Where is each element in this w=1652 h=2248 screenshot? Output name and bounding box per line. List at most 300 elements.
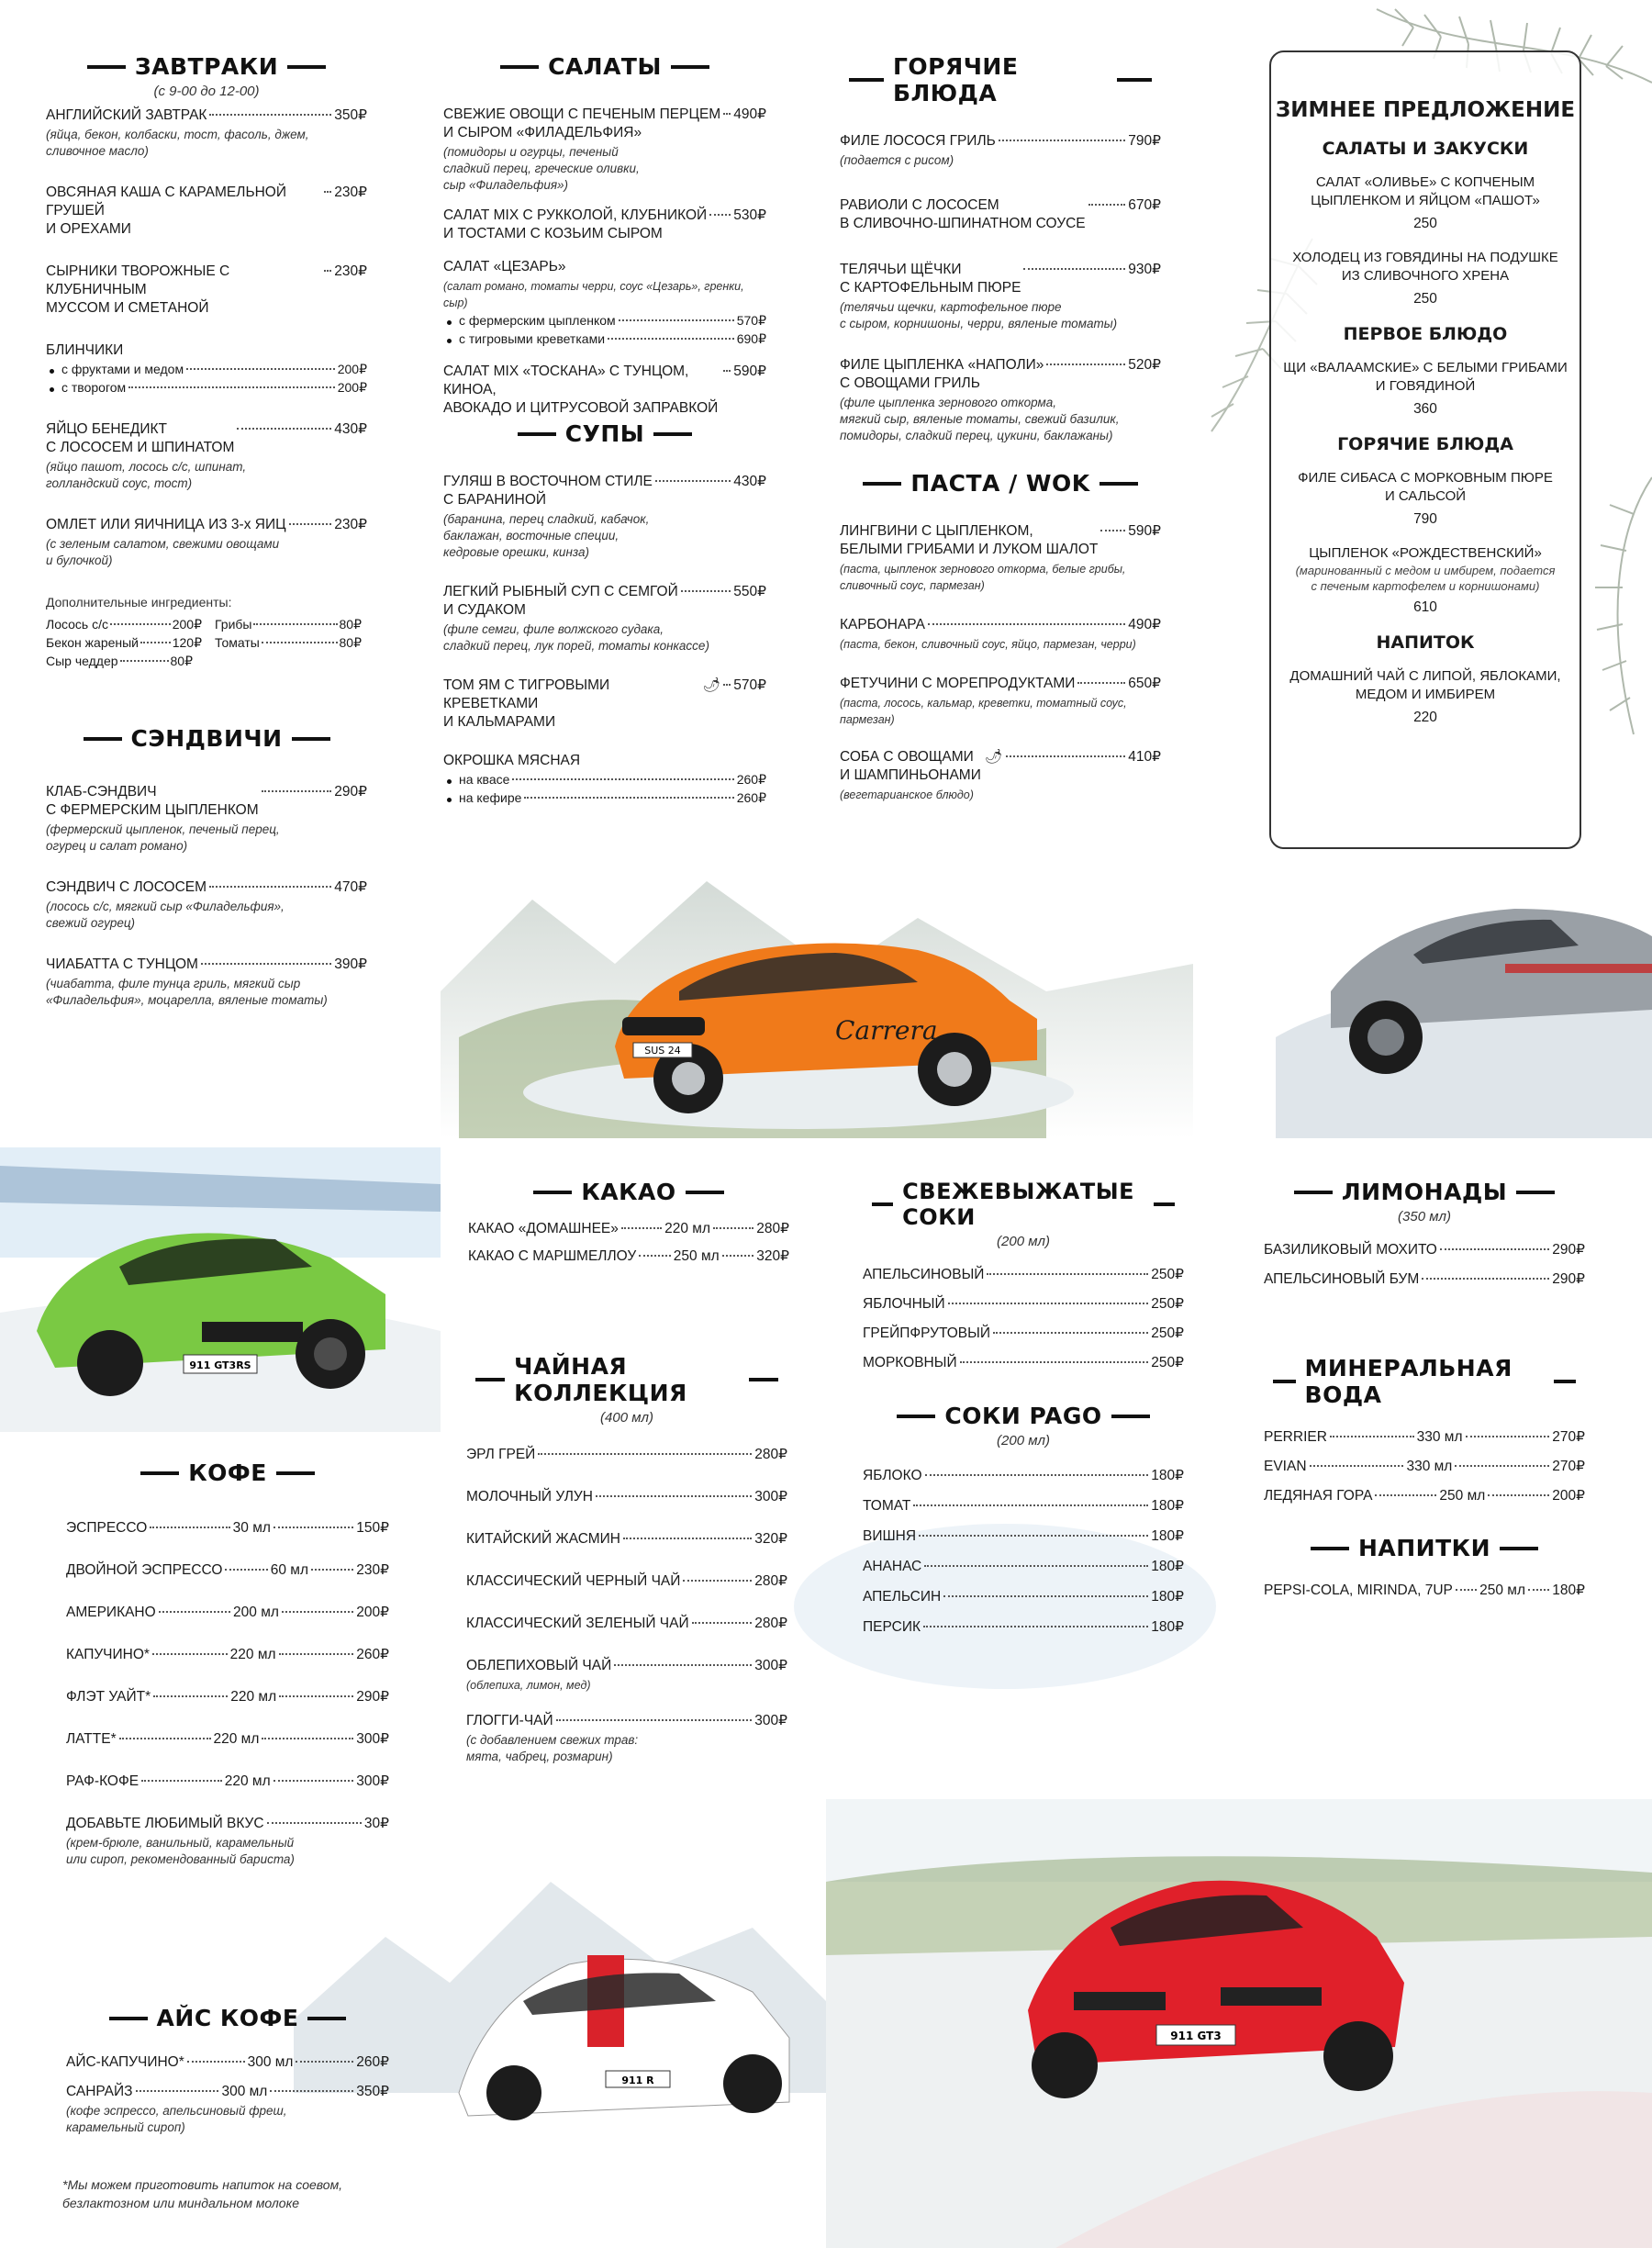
menu-item [863, 1295, 1184, 1314]
item-name: ЛИНГВИНИ С ЦЫПЛЕНКОМ, БЕЛЫМИ ГРИБАМИ И ЛУКОМ ШАЛОТ [840, 523, 1099, 557]
option-name: на квасе [459, 772, 510, 787]
option-name: с фруктами и медом [61, 362, 184, 376]
menu-item [443, 583, 766, 654]
menu-item [46, 516, 367, 569]
carrera-script: Carrera [835, 1015, 938, 1046]
salads-title: САЛАТЫ [443, 53, 766, 80]
item-name: САЛАТ «ЦЕЗАРЬ» [443, 259, 566, 274]
item-name: САЛАТ MIX С РУККОЛОЙ, КЛУБНИКОЙ И ТОСТАМИ С КОЗЬИМ СЫРОМ [443, 207, 708, 241]
item-volume: 30 мл [232, 1520, 271, 1536]
breakfast-title: ЗАВТРАКИ [46, 53, 367, 80]
item-volume: 60 мл [270, 1562, 308, 1578]
menu-item [863, 1588, 1184, 1606]
item-volume: 300 мл [221, 2084, 268, 2099]
item-price: 30 ₽ [364, 1815, 389, 1833]
winter-item-name: ДОМАШНИЙ ЧАЙ С ЛИПОЙ, ЯБЛОКАМИ, МЕДОМ И ИМБИРЕМ [1289, 668, 1561, 702]
item-price: 930 ₽ [1128, 261, 1161, 279]
extra-name: Сыр чеддер [46, 654, 118, 668]
item-volume: 220 мл [229, 1647, 276, 1662]
extra-price: 200 ₽ [173, 615, 202, 633]
pago-section [863, 1403, 1184, 1661]
winter-item-price: 220 [1413, 710, 1437, 725]
menu-item [840, 522, 1161, 594]
menu-item [840, 196, 1161, 233]
milk-footnote: *Мы можем приготовить напиток на соевом, безлактозном или миндальном молоке [62, 2177, 343, 2210]
item-price: 430 ₽ [733, 473, 766, 491]
water-title: МИНЕРАЛЬНАЯ ВОДА [1264, 1355, 1585, 1408]
item-volume: 250 мл [1439, 1488, 1486, 1504]
menu-item [66, 1561, 389, 1580]
item-name: PEPSI-COLA, MIRINDA, 7UP [1264, 1583, 1453, 1598]
item-price: 200 ₽ [1552, 1487, 1585, 1505]
extra-name: Бекон жареный [46, 635, 140, 650]
item-volume: 220 мл [224, 1773, 271, 1789]
red-car-badge: 911 GT3 [1170, 2030, 1222, 2042]
item-desc: (баранина, перец сладкий, кабачок, баклажан, восточные специи, кедровые орешки, кинза) [443, 512, 650, 559]
item-price: 790 ₽ [1128, 132, 1161, 151]
item-name: ЯЙЦО БЕНЕДИКТ С ЛОСОСЕМ И ШПИНАТОМ [46, 421, 235, 455]
pasta-title: ПАСТА / WOK [840, 470, 1161, 497]
menu-item [46, 878, 367, 932]
item-name: EVIAN [1264, 1459, 1307, 1474]
menu-item [840, 675, 1161, 728]
chili-icon: 🌶 [702, 677, 721, 693]
item-desc: (крем-брюле, ванильный, карамельный или сироп, рекомендованный бариста) [66, 1836, 295, 1866]
item-desc: (паста, бекон, сливочный соус, яйцо, пармезан, черри) [840, 638, 1136, 651]
item-name: АНГЛИЙСКИЙ ЗАВТРАК [46, 107, 207, 123]
item-name: КАКАО «ДОМАШНЕЕ» [468, 1221, 619, 1236]
extra-name: Томаты [215, 635, 260, 650]
extra-price: 120 ₽ [173, 633, 202, 652]
item-name: САЛАТ MIX «ТОСКАНА» С ТУНЦОМ, КИНОА, АВОКАДО И ЦИТРУСОВОЙ ЗАПРАВКОЙ [443, 363, 719, 416]
item-name: ДОБАВЬТЕ ЛЮБИМЫЙ ВКУС [66, 1816, 264, 1831]
soups-section [443, 420, 766, 831]
green-gt3rs-illustration [0, 1129, 441, 1432]
menu-item [66, 2053, 389, 2072]
option-price: 260 ₽ [737, 770, 766, 788]
sandwiches-title: СЭНДВИЧИ [46, 725, 367, 752]
lemonades-section [1264, 1179, 1585, 1313]
menu-item [46, 956, 367, 1009]
item-desc: (телячьи щечки, картофельное пюре с сыром, корнишоны, черри, вяленые томаты) [840, 300, 1118, 330]
option-price: 570 ₽ [737, 311, 766, 330]
menu-item [840, 356, 1161, 444]
tea-title: ЧАЙНАЯ КОЛЛЕКЦИЯ [466, 1353, 787, 1406]
menu-item [863, 1558, 1184, 1576]
item-volume: 330 мл [1416, 1429, 1463, 1445]
pasta-section [840, 470, 1161, 827]
menu-item [1264, 1582, 1585, 1600]
winter-item-price: 250 [1413, 291, 1437, 307]
tea-section [466, 1353, 787, 1789]
extra-price: 80 ₽ [171, 652, 194, 670]
item-price: 430 ₽ [334, 420, 367, 439]
extra-price: 80 ₽ [340, 615, 363, 633]
item-price: 300 ₽ [754, 1657, 787, 1675]
item-price: 180 ₽ [1151, 1497, 1184, 1515]
item-name: ФЕТУЧИНИ С МОРЕПРОДУКТАМИ [840, 676, 1076, 691]
item-name: СОБА С ОВОЩАМИ И ШАМПИНЬОНАМИ [840, 749, 981, 783]
item-price: 300 ₽ [356, 1773, 389, 1791]
menu-item [66, 1688, 389, 1706]
item-name: АМЕРИКАНО [66, 1605, 156, 1620]
item-name: ВИШНЯ [863, 1528, 917, 1544]
item-name: PERRIER [1264, 1429, 1327, 1445]
extras-block [46, 593, 367, 670]
menu-item-caesar [443, 258, 766, 348]
item-price: 280 ₽ [754, 1572, 787, 1591]
item-name: АЙС-КАПУЧИНО* [66, 2054, 184, 2070]
menu-item [863, 1325, 1184, 1343]
item-name: ФИЛЕ ЦЫПЛЕНКА «НАПОЛИ» С ОВОЩАМИ ГРИЛЬ [840, 357, 1044, 391]
item-price: 550 ₽ [733, 583, 766, 601]
menu-item-pancakes [46, 341, 367, 397]
item-desc: (помидоры и огурцы, печеный сладкий перец, греческие оливки, сыр «Филадельфия») [443, 145, 640, 192]
item-price: 250 ₽ [1151, 1354, 1184, 1372]
extra-name: Лосось с/с [46, 617, 108, 632]
menu-item [466, 1657, 787, 1694]
item-price: 250 ₽ [1151, 1295, 1184, 1314]
item-price: 320 ₽ [754, 1530, 787, 1549]
item-desc: (салат романо, томаты черри, соус «Цезарь», гренки, сыр) [443, 280, 744, 309]
menu-item [840, 616, 1161, 653]
item-name: СЫРНИКИ ТВОРОЖНЫЕ С КЛУБНИЧНЫМ МУССОМ И СМЕТАНОЙ [46, 263, 230, 316]
menu-item [66, 1815, 389, 1868]
item-price: 180 ₽ [1151, 1618, 1184, 1637]
option-name: с фермерским цыпленком [459, 313, 616, 328]
winter-item-price: 790 [1413, 511, 1437, 527]
sandwiches-section [46, 725, 367, 1033]
item-desc: (паста, цыпленок зернового откорма, белые грибы, сливочный соус, пармезан) [840, 563, 1126, 592]
item-volume: 330 мл [1406, 1459, 1453, 1474]
menu-item [863, 1266, 1184, 1284]
item-name: ЯБЛОКО [863, 1468, 922, 1483]
item-price: 530 ₽ [733, 207, 766, 225]
item-price: 280 ₽ [754, 1446, 787, 1464]
winter-section-title: ПЕРВОЕ БЛЮДО [1343, 324, 1508, 344]
option-name: с тигровыми креветками [459, 331, 606, 346]
item-name: АПЕЛЬСИНОВЫЙ БУМ [1264, 1271, 1420, 1287]
winter-item-desc: (маринованный с медом и имбирем, подается с печеным картофелем и корнишонами) [1295, 564, 1556, 593]
item-price: 180 ₽ [1552, 1582, 1585, 1600]
menu-item [468, 1220, 789, 1238]
item-name: МОРКОВНЫЙ [863, 1355, 957, 1370]
item-desc: (чиабатта, филе тунца гриль, мягкий сыр «Филадельфия», моцарелла, вяленые томаты) [46, 977, 328, 1007]
menu-item [46, 263, 367, 318]
red-gt3-illustration [826, 1799, 1652, 2248]
item-price: 230 ₽ [356, 1561, 389, 1580]
orange-car-plate: SUS 24 [644, 1045, 681, 1057]
item-price: 260 ₽ [356, 1646, 389, 1664]
menu-item [46, 783, 367, 855]
hot-title: ГОРЯЧИЕ БЛЮДА [840, 53, 1161, 106]
item-price: 300 ₽ [754, 1488, 787, 1506]
winter-item-price: 360 [1413, 401, 1437, 417]
item-desc: (филе семги, филе волжского судака, сладкий перец, лук порей, томаты конкассе) [443, 622, 709, 653]
menu-item [1264, 1270, 1585, 1289]
winter-item-name: ЦЫПЛЕНОК «РОЖДЕСТВЕНСКИЙ» [1309, 545, 1542, 561]
tea-subtitle: (400 мл) [600, 1410, 653, 1426]
item-name: СВЕЖИЕ ОВОЩИ С ПЕЧЕНЫМ ПЕРЦЕМ И СЫРОМ «ФИЛАДЕЛЬФИЯ» [443, 106, 721, 140]
menu-item [66, 2083, 389, 2136]
item-price: 270 ₽ [1552, 1458, 1585, 1476]
menu-item [66, 1519, 389, 1538]
menu-item [840, 132, 1161, 169]
item-name: ТОМ ЯМ С ТИГРОВЫМИ КРЕВЕТКАМИ И КАЛЬМАРАМИ [443, 677, 610, 730]
item-desc: (с добавлением свежих трав: мята, чабрец, розмарин) [466, 1733, 639, 1763]
silver-porsche-illustration [1276, 854, 1652, 1138]
item-price: 270 ₽ [1552, 1428, 1585, 1447]
menu-item [443, 677, 766, 732]
juices-subtitle: (200 мл) [997, 1234, 1050, 1249]
item-volume: 250 мл [1479, 1583, 1525, 1598]
item-price: 490 ₽ [733, 106, 766, 124]
item-price: 230 ₽ [334, 516, 367, 534]
winter-item-name: САЛАТ «ОЛИВЬЕ» С КОПЧЕНЫМ ЦЫПЛЕНКОМ И ЯЙЦОМ «ПАШОТ» [1311, 174, 1540, 208]
item-desc: (филе цыпленка зернового откорма, мягкий сыр, вяленые томаты, свежий базилик, помидоры, сладкий перец, цукини, баклажаны) [840, 396, 1120, 442]
juices-title: СВЕЖЕВЫЖАТЫЕ СОКИ [863, 1179, 1184, 1230]
item-price: 570 ₽ [733, 677, 766, 695]
item-price: 590 ₽ [733, 363, 766, 381]
winter-title: ЗИМНЕЕ ПРЕДЛОЖЕНИЕ [1275, 98, 1576, 122]
item-volume: 200 мл [233, 1605, 279, 1620]
menu-item [443, 207, 766, 243]
item-price: 520 ₽ [1128, 356, 1161, 375]
item-name: САНРАЙЗ [66, 2084, 133, 2099]
winter-section-title: ГОРЯЧИЕ БЛЮДА [1337, 434, 1513, 454]
coffee-title: КОФЕ [66, 1460, 389, 1486]
menu-item [1264, 1241, 1585, 1259]
item-price: 230 ₽ [334, 263, 367, 281]
menu-item [443, 106, 766, 194]
item-name: ГУЛЯШ В ВОСТОЧНОМ СТИЛЕ С БАРАНИНОЙ [443, 474, 653, 508]
option-name: с творогом [61, 380, 127, 395]
item-price: 180 ₽ [1151, 1558, 1184, 1576]
extra-name: Грибы [215, 617, 252, 632]
cocoa-title: КАКАО [468, 1179, 789, 1205]
item-desc: (вегетарианское блюдо) [840, 788, 974, 801]
option-price: 260 ₽ [737, 788, 766, 807]
item-volume: 220 мл [664, 1221, 711, 1236]
menu-item [46, 106, 367, 160]
menu-item [46, 184, 367, 239]
item-price: 290 ₽ [356, 1688, 389, 1706]
item-price: 180 ₽ [1151, 1527, 1184, 1546]
item-desc: (с зеленым салатом, свежими овощами и булочкой) [46, 537, 280, 567]
item-price: 490 ₽ [1128, 616, 1161, 634]
item-name: КАПУЧИНО* [66, 1647, 150, 1662]
item-price: 260 ₽ [356, 2053, 389, 2072]
item-name: ГЛОГГИ-ЧАЙ [466, 1713, 553, 1728]
icecoffee-section [66, 2005, 389, 2160]
item-name: БЛИНЧИКИ [46, 342, 124, 358]
drinks-section [1264, 1535, 1585, 1624]
item-desc: (облепиха, лимон, мед) [466, 1679, 591, 1692]
chili-icon: 🌶 [984, 749, 1003, 765]
item-price: 350 ₽ [356, 2083, 389, 2101]
option-price: 690 ₽ [737, 330, 766, 348]
menu-item [466, 1446, 787, 1464]
winter-item-price: 610 [1413, 599, 1437, 615]
item-name: ОБЛЕПИХОВЫЙ ЧАЙ [466, 1658, 612, 1673]
item-name: ЭРЛ ГРЕЙ [466, 1447, 536, 1462]
item-name: ЧИАБАТТА С ТУНЦОМ [46, 956, 198, 972]
menu-item [466, 1572, 787, 1591]
menu-item [840, 261, 1161, 332]
hot-section [840, 53, 1161, 468]
item-volume: 220 мл [213, 1731, 260, 1747]
menu-item [863, 1527, 1184, 1546]
winter-item-name: ФИЛЕ СИБАСА С МОРКОВНЫМ ПЮРЕ И САЛЬСОЙ [1298, 470, 1553, 504]
item-price: 290 ₽ [334, 783, 367, 801]
pago-title: СОКИ PAGO [863, 1403, 1184, 1429]
item-desc: (паста, лосось, кальмар, креветки, томатный соус, пармезан) [840, 697, 1127, 726]
menu-item [1264, 1458, 1585, 1476]
menu-item [443, 363, 766, 418]
item-price: 180 ₽ [1151, 1588, 1184, 1606]
pago-subtitle: (200 мл) [997, 1433, 1050, 1448]
item-name: ЭСПРЕССО [66, 1520, 148, 1536]
menu-item [468, 1247, 789, 1266]
winter-section-title: САЛАТЫ И ЗАКУСКИ [1322, 139, 1529, 159]
menu-item [66, 1646, 389, 1664]
menu-item [863, 1618, 1184, 1637]
item-price: 670 ₽ [1128, 196, 1161, 215]
menu-item [66, 1773, 389, 1791]
juices-section [863, 1179, 1184, 1396]
menu-item [863, 1467, 1184, 1485]
item-price: 200 ₽ [356, 1604, 389, 1622]
item-price: 410 ₽ [1128, 748, 1161, 766]
menu-item [466, 1530, 787, 1549]
item-price: 350 ₽ [334, 106, 367, 125]
winter-item-name: ЩИ «ВАЛААМСКИЕ» С БЕЛЫМИ ГРИБАМИ И ГОВЯДИНОЙ [1283, 360, 1568, 394]
breakfast-subtitle: (с 9-00 до 12-00) [153, 84, 260, 99]
option-name: на кефире [459, 790, 522, 805]
item-name: ФИЛЕ ЛОСОСЯ ГРИЛЬ [840, 133, 996, 149]
item-price: 290 ₽ [1552, 1270, 1585, 1289]
winter-section-title: НАПИТОК [1376, 632, 1475, 653]
item-desc: (подается с рисом) [840, 153, 954, 167]
water-section [1264, 1355, 1585, 1529]
breakfast-section [46, 53, 367, 670]
icecoffee-title: АЙС КОФЕ [66, 2005, 389, 2031]
winter-item-name: ХОЛОДЕЦ ИЗ ГОВЯДИНЫ НА ПОДУШКЕ ИЗ СЛИВОЧНОГО ХРЕНА [1292, 250, 1558, 284]
item-name: КЛАССИЧЕСКИЙ ЧЕРНЫЙ ЧАЙ [466, 1573, 681, 1589]
menu-item [466, 1615, 787, 1633]
item-price: 290 ₽ [1552, 1241, 1585, 1259]
item-name: ОВСЯНАЯ КАША С КАРАМЕЛЬНОЙ ГРУШЕЙ И ОРЕХАМИ [46, 185, 287, 237]
item-name: АПЕЛЬСИН [863, 1589, 942, 1605]
orange-carrera-illustration [404, 863, 1211, 1175]
item-desc: (яйца, бекон, колбаски, тост, фасоль, джем, сливочное масло) [46, 128, 309, 158]
item-name: КАРБОНАРА [840, 617, 925, 632]
menu-item [66, 1730, 389, 1749]
item-name: ТЕЛЯЧЬИ ЩЁЧКИ С КАРТОФЕЛЬНЫМ ПЮРЕ [840, 262, 1021, 296]
item-name: ФЛЭТ УАЙТ* [66, 1689, 151, 1705]
winter-offer-box [1269, 50, 1581, 849]
lemonades-title: ЛИМОНАДЫ [1264, 1179, 1585, 1205]
item-price: 470 ₽ [334, 878, 367, 897]
option-price: 200 ₽ [338, 378, 367, 397]
menu-item [66, 1604, 389, 1622]
item-name: МОЛОЧНЫЙ УЛУН [466, 1489, 593, 1504]
menu-item [1264, 1487, 1585, 1505]
menu-item [466, 1488, 787, 1506]
item-desc: (фермерский цыпленок, печеный перец, огурец и салат романо) [46, 822, 280, 853]
item-volume: 250 мл [673, 1248, 720, 1264]
item-price: 300 ₽ [754, 1712, 787, 1730]
item-name: РАФ-КОФЕ [66, 1773, 140, 1789]
item-price: 150 ₽ [356, 1519, 389, 1538]
menu-item-okroshka [443, 752, 766, 807]
menu-item [840, 748, 1161, 803]
item-price: 300 ₽ [356, 1730, 389, 1749]
extras-header: Дополнительные ингредиенты: [46, 595, 232, 610]
drinks-title: НАПИТКИ [1264, 1535, 1585, 1561]
item-name: КЛАБ-СЭНДВИЧ С ФЕРМЕРСКИМ ЦЫПЛЕНКОМ [46, 784, 259, 818]
item-name: КИТАЙСКИЙ ЖАСМИН [466, 1531, 620, 1547]
item-name: ЛАТТЕ* [66, 1731, 117, 1747]
item-price: 320 ₽ [756, 1247, 789, 1266]
item-price: 650 ₽ [1128, 675, 1161, 693]
item-name: ЛЕГКИЙ РЫБНЫЙ СУП С СЕМГОЙ И СУДАКОМ [443, 584, 678, 618]
menu-item [443, 473, 766, 561]
item-desc: (яйцо пашот, лосось с/с, шпинат, голландский соус, тост) [46, 460, 247, 490]
item-name: ТОМАТ [863, 1498, 911, 1514]
option-price: 200 ₽ [338, 360, 367, 378]
item-name: СЭНДВИЧ С ЛОСОСЕМ [46, 879, 207, 895]
menu-item [863, 1354, 1184, 1372]
item-price: 180 ₽ [1151, 1467, 1184, 1485]
item-price: 280 ₽ [754, 1615, 787, 1633]
soups-title: СУПЫ [443, 420, 766, 447]
item-price: 230 ₽ [334, 184, 367, 202]
item-desc: (лосось с/с, мягкий сыр «Филадельфия», свежий огурец) [46, 900, 285, 930]
item-name: ГРЕЙПФРУТОВЫЙ [863, 1325, 991, 1341]
item-volume: 220 мл [230, 1689, 277, 1705]
item-volume: 300 мл [247, 2054, 294, 2070]
item-price: 590 ₽ [1128, 522, 1161, 541]
item-name: ОМЛЕТ ИЛИ ЯИЧНИЦА ИЗ 3-х ЯИЦ [46, 517, 286, 532]
item-name: ДВОЙНОЙ ЭСПРЕССО [66, 1562, 223, 1578]
item-price: 390 ₽ [334, 956, 367, 974]
winter-item-price: 250 [1413, 216, 1437, 231]
item-desc: (кофе эспрессо, апельсиновый фреш, карамельный сироп) [66, 2104, 287, 2134]
item-price: 250 ₽ [1151, 1325, 1184, 1343]
item-name: АНАНАС [863, 1559, 922, 1574]
coffee-section [66, 1460, 389, 1892]
item-name: ЛЕДЯНАЯ ГОРА [1264, 1488, 1373, 1504]
item-name: БАЗИЛИКОВЫЙ МОХИТО [1264, 1242, 1437, 1258]
menu-item [46, 420, 367, 492]
menu-item [1264, 1428, 1585, 1447]
item-name: КАКАО С МАРШМЕЛЛОУ [468, 1248, 637, 1264]
extra-price: 80 ₽ [340, 633, 363, 652]
item-name: ОКРОШКА МЯСНАЯ [443, 753, 581, 768]
item-name: ЯБЛОЧНЫЙ [863, 1296, 945, 1312]
item-name: РАВИОЛИ С ЛОСОСЕМ В СЛИВОЧНО-ШПИНАТНОМ СОУСЕ [840, 197, 1086, 231]
item-name: АПЕЛЬСИНОВЫЙ [863, 1267, 985, 1282]
menu-item [863, 1497, 1184, 1515]
item-price: 280 ₽ [756, 1220, 789, 1238]
item-price: 250 ₽ [1151, 1266, 1184, 1284]
menu-item [466, 1712, 787, 1765]
lemonades-subtitle: (350 мл) [1398, 1209, 1451, 1225]
salads-section [443, 53, 766, 442]
item-name: ПЕРСИК [863, 1619, 921, 1635]
cocoa-section [468, 1179, 789, 1290]
